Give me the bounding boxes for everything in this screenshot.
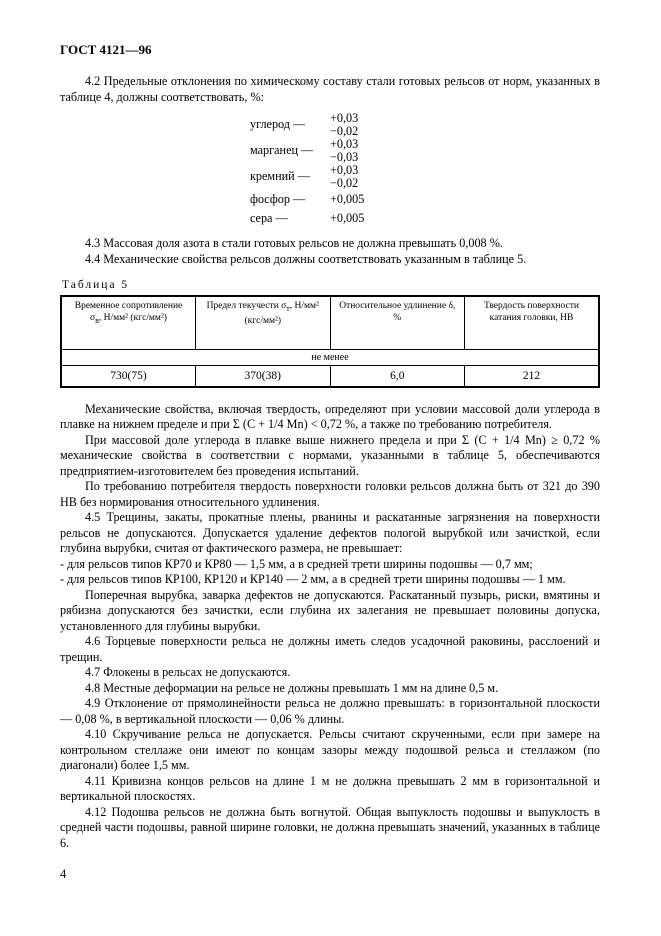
table5-header-yield-strength (196, 296, 331, 349)
chem-row-manganese (250, 138, 600, 163)
paragraph-transverse-cut: Поперечная вырубка, заварка дефектов не допускаются. Раскатанный пузырь, риски, вмятины и рябизна допускаются без зачистки, если глубина их залегания не превышает половины допуска, установленного для глубины вырубки. (60, 587, 600, 633)
table5-header-elongation (330, 296, 465, 349)
table5-value-elongation: 6,0 (330, 365, 465, 387)
list-item-kr70-kr80: - для рельсов типов КР70 и КР80 — 1,5 мм, а в средней трети ширины подошвы — 0,7 мм; (60, 556, 533, 571)
chem-value-minus: −0,02 (330, 175, 359, 190)
table5-header-hardness (465, 296, 600, 349)
chem-element-label: сера — (250, 210, 288, 225)
table5-subheader-row (61, 349, 599, 365)
chem-element-label: углерод — (250, 117, 306, 131)
paragraph-4-12: 4.12 Подошва рельсов не должна быть вогнутой. Общая выпуклость подошвы и выпуклость в средней части подошвы, равной ширине головки, не должна превышать значений, указанных в таблице 6. (60, 804, 600, 850)
chem-values (330, 112, 358, 137)
paragraph-mass-fraction: При массовой доле углерода в плавке выше нижнего предела и при Σ (С + 1/4 Mn) ≥ 0,72 % механические свойства в соответствии с нормами, указанными в таблице 5, обеспечиваются предприятием-изготовителем без проведения испытаний. (60, 432, 600, 478)
chem-row-sulfur (250, 209, 600, 227)
paragraph-mech-properties: Механические свойства, включая твердость, определяют при условии массовой доли углерода в плавке на нижнем пределе и при Σ (С + 1/4 Mn) < 0,72 %, а также по требованию потребителя. (60, 401, 600, 432)
chem-values (330, 193, 364, 206)
chem-values (330, 138, 358, 163)
paragraph-4-10: 4.10 Скручивание рельса не допускается. Рельсы считают скрученными, если при замере на контрольном стеллаже они имеют по концам зазоры между подошвой рельса и стеллажом (по диагонали) более 1,5 мм. (60, 727, 600, 773)
chem-value-plus: +0,005 (330, 210, 365, 225)
chem-value-plus: +0,03 (330, 111, 359, 125)
header-text: Временное сопротивление σ (74, 301, 183, 323)
header-subscript: т (286, 303, 290, 313)
chem-row-carbon (250, 112, 600, 137)
paragraph-4-3: 4.3 Массовая доля азота в стали готовых рельсов не должна превышать 0,008 %. (85, 236, 503, 250)
chem-element-label: фосфор — (250, 191, 306, 206)
table5-values-row (61, 365, 599, 387)
header-text: Предел текучести σ (206, 301, 287, 311)
chem-value-plus: +0,005 (330, 191, 365, 206)
chem-value-plus: +0,03 (330, 163, 359, 177)
paragraph-4-11: 4.11 Кривизна концов рельсов на длине 1 м не должна превышать 2 мм в горизонтальной и вертикальной плоскостях. (60, 773, 600, 804)
header-text: , Н/мм² (кгс/мм²) (98, 313, 167, 323)
paragraph-4-6: 4.6 Торцевые поверхности рельса не должны иметь следов усадочной раковины, расслоений и трещин. (60, 634, 600, 664)
chem-values (330, 212, 364, 225)
header-text: , Н/мм² (кгс/мм²) (244, 301, 319, 326)
paragraph-4-4: 4.4 Механические свойства рельсов должны соответствовать указанным в таблице 5. (85, 251, 527, 266)
table5-caption: Таблица 5 (62, 279, 130, 291)
table5-header-row (61, 296, 599, 349)
chem-row-silicon (250, 164, 600, 189)
header-text: Твердость поверхности катания головки, НВ (484, 301, 579, 323)
chem-value-minus: −0,03 (330, 149, 359, 164)
header-subscript: в (95, 315, 99, 325)
chem-values (330, 164, 358, 189)
chem-element-label: кремний — (250, 169, 310, 183)
chem-value-minus: −0,02 (330, 123, 359, 138)
paragraph-4-5: 4.5 Трещины, закаты, прокатные плены, рванины и раскатанные загрязнения на поверхности рельсов не допускаются. Допускается удаление дефектов пологой вырубкой или зачисткой, если глубина вырубки, считая от фактического размера, не превышает: (60, 510, 600, 556)
header-text: Относительное удлинение δ, % (339, 301, 456, 323)
paragraph-consumer-requirement: По требованию потребителя твердость поверхности головки рельсов должна быть от 321 до 390 НВ без нормирования относительного удлинения. (60, 479, 600, 509)
chem-row-phosphorus (250, 190, 600, 208)
chem-element-label: марганец — (250, 143, 314, 157)
chemical-tolerances-list (250, 112, 600, 227)
table5 (60, 295, 600, 388)
table5-value-hardness: 212 (465, 365, 600, 387)
paragraph-4-7: 4.7 Флокены в рельсах не допускаются. (85, 665, 291, 680)
table5-value-yield: 370(38) (196, 365, 331, 387)
table5-header-tensile-strength (61, 296, 196, 349)
list-item-kr100-kr140: - для рельсов типов КР100, КР120 и КР140 — 2 мм, а в средней трети ширины подошвы — 1 мм. (60, 572, 566, 587)
paragraph-4-2: 4.2 Предельные отклонения по химическому составу стали готовых рельсов от норм, указанных в таблице 4, должны соответствовать, %: (60, 74, 600, 104)
chem-value-plus: +0,03 (330, 137, 359, 151)
table5-subheader: не менее (61, 349, 599, 365)
table5-value-tensile: 730(75) (61, 365, 196, 387)
page-number: 4 (60, 867, 67, 881)
paragraph-4-9: 4.9 Отклонение от прямолинейности рельса не должно превышать: в горизонтальной плоскости — 0,08 %, в вертикальной плоскости — 0,06 % длины. (60, 696, 600, 726)
document-title: ГОСТ 4121—96 (60, 42, 152, 57)
paragraph-4-8: 4.8 Местные деформации на рельсе не должны превышать 1 мм на длине 0,5 м. (85, 680, 499, 695)
